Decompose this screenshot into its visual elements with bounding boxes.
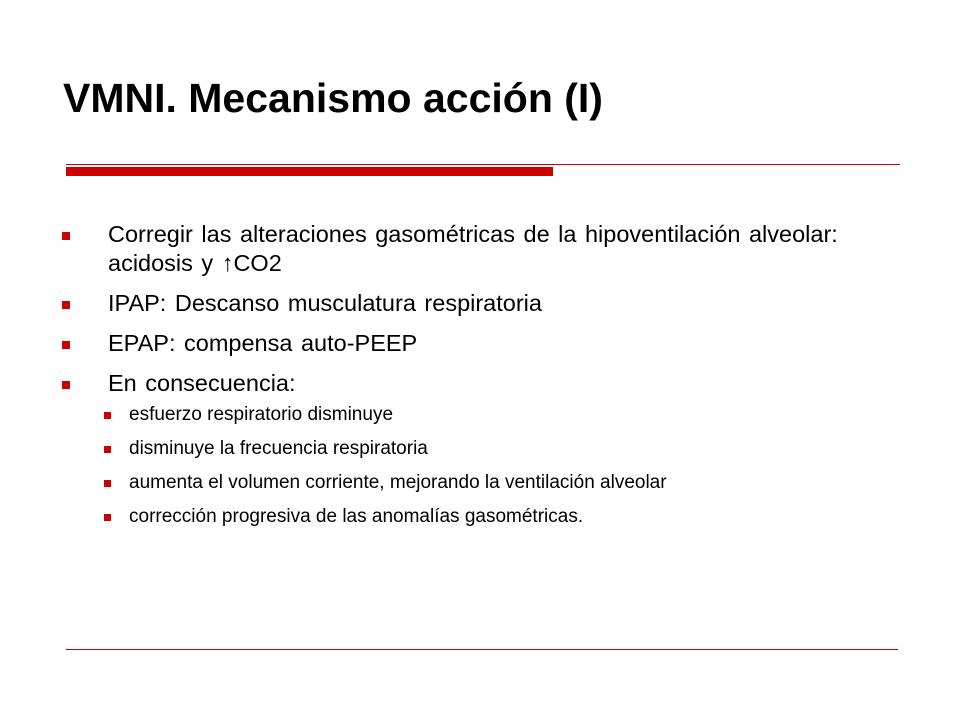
title-divider-thin (66, 164, 900, 165)
sub-bullet-text: aumenta el volumen corriente, mejorando la ventilación alveolar (129, 472, 667, 493)
sub-bullet-text: corrección progresiva de las anomalías gasométricas. (129, 506, 584, 527)
square-bullet-icon (62, 301, 70, 309)
slide-title: VMNI. Mecanismo acción (I) (63, 75, 603, 121)
sub-bullet-item (102, 403, 910, 427)
bullet-item (60, 220, 910, 278)
title-divider-accent (66, 167, 553, 176)
bullet-item (60, 289, 910, 318)
bullet-list (60, 220, 910, 540)
bullet-item (60, 329, 910, 358)
sub-bullet-list (108, 403, 910, 529)
square-bullet-icon (104, 514, 111, 521)
bullet-text: En consecuencia: (108, 370, 296, 396)
bullet-item (60, 369, 910, 529)
square-bullet-icon (62, 341, 70, 349)
sub-bullet-text: esfuerzo respiratorio disminuye (129, 404, 394, 425)
sub-bullet-item (102, 437, 910, 461)
square-bullet-icon (62, 381, 70, 389)
sub-bullet-text: disminuye la frecuencia respiratoria (129, 438, 428, 459)
sub-bullet-item (102, 471, 910, 495)
square-bullet-icon (104, 480, 111, 487)
square-bullet-icon (104, 412, 111, 419)
bullet-text: IPAP: Descanso musculatura respiratoria (108, 290, 542, 316)
footer-divider (66, 649, 898, 650)
square-bullet-icon (62, 232, 70, 240)
bullet-text: Corregir las alteraciones gasométricas de la hipoventilación alveolar: acidosis y ↑CO2 (108, 221, 838, 276)
sub-bullet-item (102, 505, 910, 529)
bullet-text: EPAP: compensa auto-PEEP (108, 330, 418, 356)
square-bullet-icon (104, 446, 111, 453)
